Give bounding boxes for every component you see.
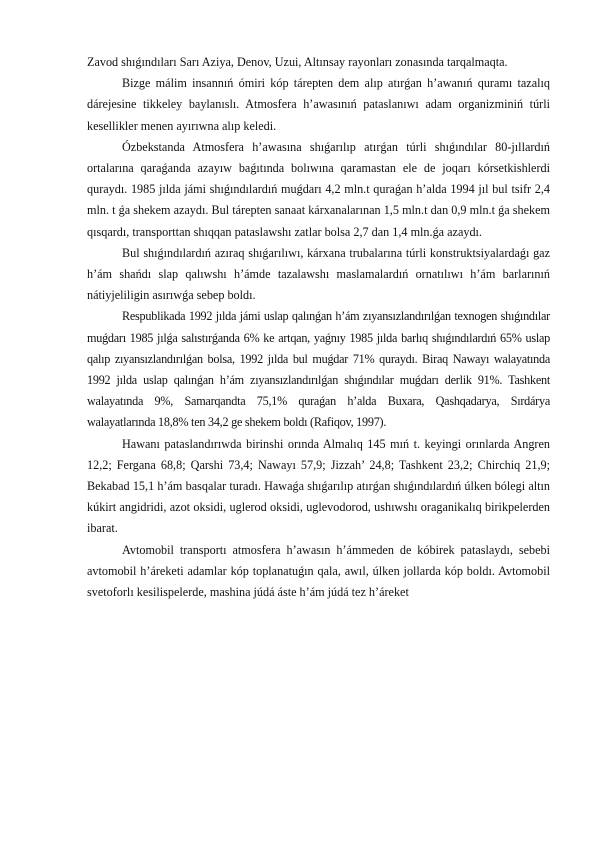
paragraph-6: Hawanı pataslandırıwda birinshi orında Almalıq 145 mıń t. keyingi orınlarda Angren 12,2; Fergana 68,8; Qarshi 73,4; Nawayı 57,9; Jizzah’ 24,8; Tashkent 23,2; Chirchiq 21,9; Bekabad 15,1 h’ám basqalar turadı. Hawaǵa shıǵarılıp atırǵan shıǵındılardıń úlken bólegi altın kúkirt angidridi, azot oksidi, uglerod oksidi, uglevodorod, ushıwshı oraganikalıq birikpelerden ibarat. [87, 436, 550, 536]
paragraph-2: Bizge málim insannıń ómiri kóp tárepten dem alıp atırǵan h’awanıń quramı tazalıq dárejesine tikkeley baylanıslı. Atmosfera h’awasınıń pataslanıwı adam organizminiń túrli kesellikler menen ayırıwna alıp keledi. [87, 76, 550, 133]
paragraph-3: Ózbekstanda Atmosfera h’awasına shıǵarılıp atırǵan túrli shıǵındılar 80-jıllardıń ortalarına qaraǵanda azayıw baǵıtında bolıwına qaramastan ele de joqarı kórsetkishlerdi quraydı. 1985 jılda jámi shıǵındılardıń muǵdarı 4,2 mln.t quraǵan h’alda 1994 jıl bul tsifr 2,4 mln. t ǵa shekem azaydı. Bul tárepten sanaat kárxanalarınan 1,5 mln.t dan 0,9 mln.t ǵa shekem qısqardı, transporttan shıqqan pataslawshı zatlar bolsa 2,7 dan 1,4 mln.ǵa azaydı. [87, 139, 550, 239]
paragraph-1: Zavod shıǵındıları Sarı Aziya, Denov, Uzui, Altınsay rayonları zonasında tarqalmaqta. [87, 55, 508, 69]
document-page [87, 52, 550, 603]
paragraph-4: Bul shıǵındılardıń azıraq shıǵarılıwı, kárxana trubalarına túrli konstruktsiyalardaǵı gaz h’ám shańdı slap qalıwshı h’ámde tazalawshı maslamalardıń ornatılıwı h’ám barlarınıń nátiyjeliligin asırıwǵa sebep boldı. [87, 245, 550, 303]
paragraph-7: Avtomobil transportı atmosfera h’awasın h’ámmeden de kóbirek pataslaydı, sebebi avtomobil h’áreketi adamlar kóp toplanatuǵın qala, awıl, úlken jollarda kóp boldı. Avtomobil svetoforlı kesilispelerde, mashina júdá áste h’ám júdá tez h’áreket [87, 542, 550, 600]
paragraph-5: Respublikada 1992 jılda jámi uslap qalınǵan h’ám zıyansızlandırılǵan texnogen shıǵındılar muǵdarı 1985 jılǵa salıstırǵanda 6% ke artqan, yaǵnıy 1985 jılda barlıq shıǵındılardıń 65% uslap qalıp zıyansızlandırılǵan bolsa, 1992 jılda bul muǵdar 71% quraydı. Biraq Nawayı walayatında 1992 jılda uslap qalınǵan h’ám zıyansızlandırılǵan shıǵındılar muǵdarı derlik 91%. Tashkent walayatında 9%, Samarqandta 75,1% quraǵan h’alda Buxara, Qashqadarya, Sırdárya walayatlarında 18,8% ten 34,2 ge shekem boldı (Rafiqov, 1997). [87, 309, 550, 430]
